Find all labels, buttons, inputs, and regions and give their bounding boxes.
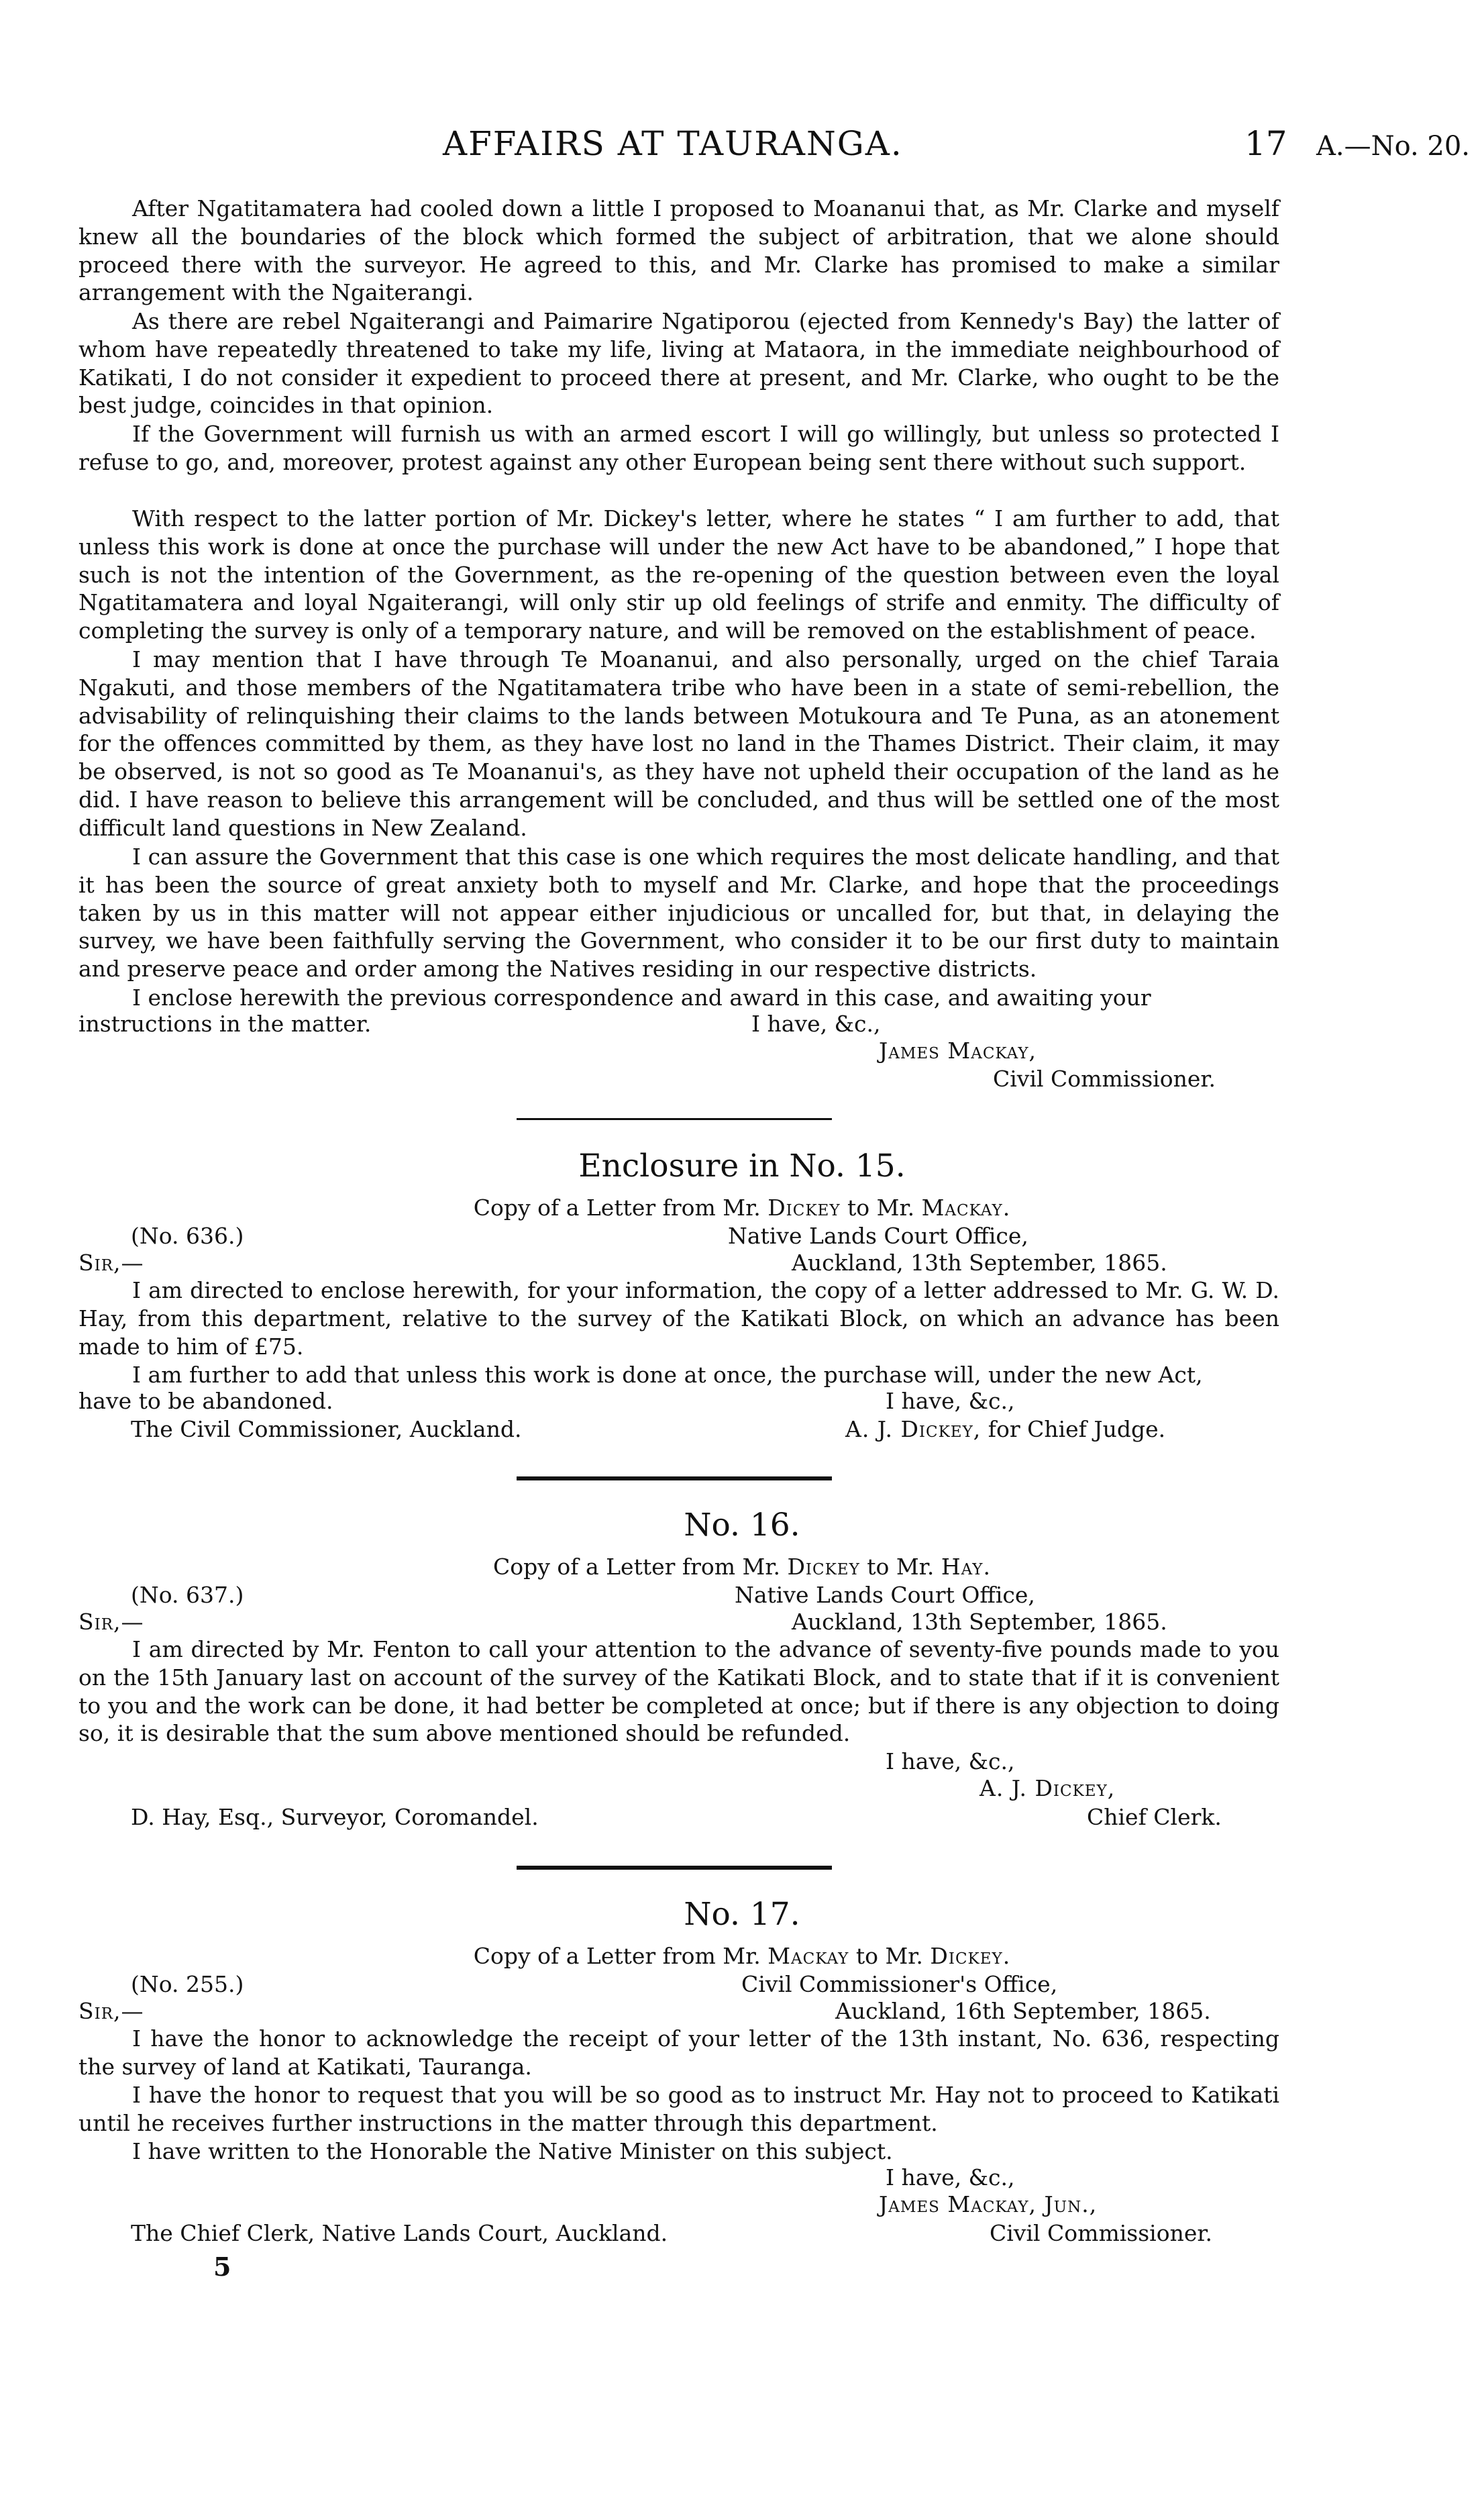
no17-paragraph: I have written to the Honorable the Native Minister on this subject. (132, 2138, 893, 2164)
section-divider (517, 1476, 832, 1480)
printer-signature-mark: 5 (213, 2252, 231, 2282)
enclosure15-closing: I have, &c., (886, 1388, 1015, 1414)
subheading-mid: to Mr. (867, 1554, 935, 1580)
no17-letter-number: (No. 255.) (131, 1971, 244, 1997)
enclosure15-signature: A. J. Dickey, (845, 1416, 982, 1442)
enclosure15-salutation: Sir,— (78, 1250, 144, 1276)
subheading-to: Dickey. (930, 1943, 1011, 1969)
no17-office: Civil Commissioner's Office, (741, 1971, 1058, 1997)
subheading-from: Dickey (767, 1195, 841, 1221)
no16-date: Auckland, 13th September, 1865. (792, 1609, 1167, 1635)
no17-title: Civil Commissioner. (990, 2220, 1213, 2246)
subheading-to: Mackay. (921, 1195, 1011, 1221)
no16-heading: No. 16. (684, 1507, 800, 1544)
no17-heading: No. 17. (684, 1896, 800, 1933)
letter15-paragraph: After Ngatitamatera had cooled down a little I proposed to Moananui that, as Mr. Clarke and myself knew all the boundaries of the block which formed the subject of arbitration, that we alone should proceed there with the surveyor. He agreed to this, and Mr. Clarke has promised to make a similar arrangement with the Ngaiterangi. (78, 195, 1279, 306)
no17-paragraph: I have the honor to request that you will be so good as to instruct Mr. Hay not to proceed to Katikati until he receives further instructions in the matter through this department. (78, 2082, 1279, 2136)
enclosure15-paragraph: I am directed to enclose herewith, for your information, the copy of a letter addressed to Mr. G. W. D. Hay, from this department, relative to the survey of the Katikati Block, on which an advance has been made to him of £75. (78, 1277, 1279, 1360)
section-divider (517, 1118, 832, 1120)
no16-subheading (0, 1554, 1484, 1580)
letter15-closing-left: instructions in the matter. (78, 1011, 372, 1037)
enclosure15-signature-suffix: for Chief Judge. (988, 1416, 1166, 1442)
enclosure15-closing-left: have to be abandoned. (78, 1388, 333, 1414)
subheading-from: Dickey (787, 1554, 860, 1580)
no16-office: Native Lands Court Office, (735, 1582, 1035, 1608)
enclosure15-date: Auckland, 13th September, 1865. (792, 1250, 1167, 1276)
enclosure15-signature-line (845, 1416, 1165, 1442)
subheading-prefix: Copy of a Letter from Mr. (493, 1554, 780, 1580)
subheading-prefix: Copy of a Letter from Mr. (473, 1195, 761, 1221)
letter15-signature: James Mackay, (879, 1038, 1037, 1064)
no16-closing: I have, &c., (886, 1748, 1015, 1774)
letter15-paragraph: As there are rebel Ngaiterangi and Paimarire Ngatiporou (ejected from Kennedy's Bay) the latter of whom have repeatedly threatened to take my life, living at Mataora, in the immediate neighbourhood of Katikati, I do not consider it expedient to proceed there at present, and Mr. Clarke, who ought to be the best judge, coincides in that opinion. (78, 308, 1279, 419)
subheading-prefix: Copy of a Letter from Mr. (473, 1943, 761, 1969)
page-header-title: AFFAIRS AT TAURANGA. (443, 124, 903, 163)
enclosure15-office: Native Lands Court Office, (728, 1223, 1028, 1249)
letter15-paragraph: I enclose herewith the previous correspondence and award in this case, and awaiting your (132, 985, 1151, 1011)
document-reference: A.—No. 20. (1316, 131, 1471, 162)
no17-salutation: Sir,— (78, 1998, 144, 2024)
subheading-mid: to Mr. (847, 1195, 915, 1221)
letter15-paragraph: I may mention that I have through Te Moananui, and also personally, urged on the chief Taraia Ngakuti, and those members of the Ngatitamatera tribe who have been in a state of semi-rebellion, the advisability of relinquishing their claims to the lands between Motukoura and Te Puna, as an atonement for the offences committed by them, as they have lost no land in the Thames District. Their claim, it may be observed, is not so good as Te Moananui's, as they have not upheld their occupation of the land as he did. I have reason to believe this arrangement will be concluded, and thus will be settled one of the most difficult land questions in New Zealand. (78, 646, 1279, 841)
subheading-to: Hay. (941, 1554, 991, 1580)
letter15-paragraph: With respect to the latter portion of Mr. Dickey's letter, where he states “ I am further to add, that unless this work is done at once the purchase will under the new Act have to be abandoned,” I hope that such is not the intention of the Government, as the re-opening of the question between even the loyal Ngatitamatera and loyal Ngaiterangi, will only stir up old feelings of strife and enmity. The difficulty of completing the survey is only of a temporary nature, and will be removed on the establishment of peace. (78, 505, 1279, 644)
no16-title: Chief Clerk. (1087, 1804, 1222, 1830)
section-divider (517, 1866, 832, 1870)
subheading-from: Mackay (767, 1943, 849, 1969)
no17-date: Auckland, 16th September, 1865. (835, 1998, 1211, 2024)
no16-addressee: D. Hay, Esq., Surveyor, Coromandel. (131, 1804, 539, 1830)
letter15-title: Civil Commissioner. (993, 1066, 1216, 1092)
letter15-closing: I have, &c., (751, 1011, 881, 1037)
no17-addressee: The Chief Clerk, Native Lands Court, Auckland. (131, 2220, 668, 2246)
no16-signature: A. J. Dickey, (979, 1775, 1116, 1801)
enclosure15-addressee: The Civil Commissioner, Auckland. (131, 1416, 522, 1442)
no16-paragraph: I am directed by Mr. Fenton to call your attention to the advance of seventy-five pounds made to you on the 15th January last on account of the survey of the Katikati Block, and to state that if it is convenient to you and the work can be done, it had better be completed at once; but if there is any objection to doing so, it is desirable that the sum above mentioned should be refunded. (78, 1636, 1279, 1747)
letter15-paragraph: I can assure the Government that this case is one which requires the most delicate handling, and that it has been the source of great anxiety both to myself and Mr. Clarke, and hope that the proceedings taken by us in this matter will not appear either injudicious or uncalled for, but that, in delaying the survey, we have been faithfully serving the Government, who consider it to be our first duty to maintain and preserve peace and order among the Natives residing in our respective districts. (78, 844, 1279, 983)
enclosure15-paragraph: I am further to add that unless this work is done at once, the purchase will, under the new Act, (132, 1362, 1203, 1388)
page-number: 17 (1244, 124, 1287, 163)
no17-closing: I have, &c., (886, 2164, 1015, 2190)
no17-paragraph: I have the honor to acknowledge the receipt of your letter of the 13th instant, No. 636, respecting the survey of land at Katikati, Tauranga. (78, 2025, 1279, 2080)
enclosure15-letter-number: (No. 636.) (131, 1223, 244, 1249)
no17-signature: James Mackay, Jun., (879, 2191, 1098, 2217)
letter15-paragraph: If the Government will furnish us with an armed escort I will go willingly, but unless so protected I refuse to go, and, moreover, protest against any other European being sent there without such support. (78, 421, 1279, 475)
enclosure15-subheading (0, 1195, 1484, 1221)
subheading-mid: to Mr. (855, 1943, 923, 1969)
no16-salutation: Sir,— (78, 1609, 144, 1635)
no16-letter-number: (No. 637.) (131, 1582, 244, 1608)
no17-subheading (0, 1943, 1484, 1969)
enclosure15-heading: Enclosure in No. 15. (578, 1148, 906, 1185)
